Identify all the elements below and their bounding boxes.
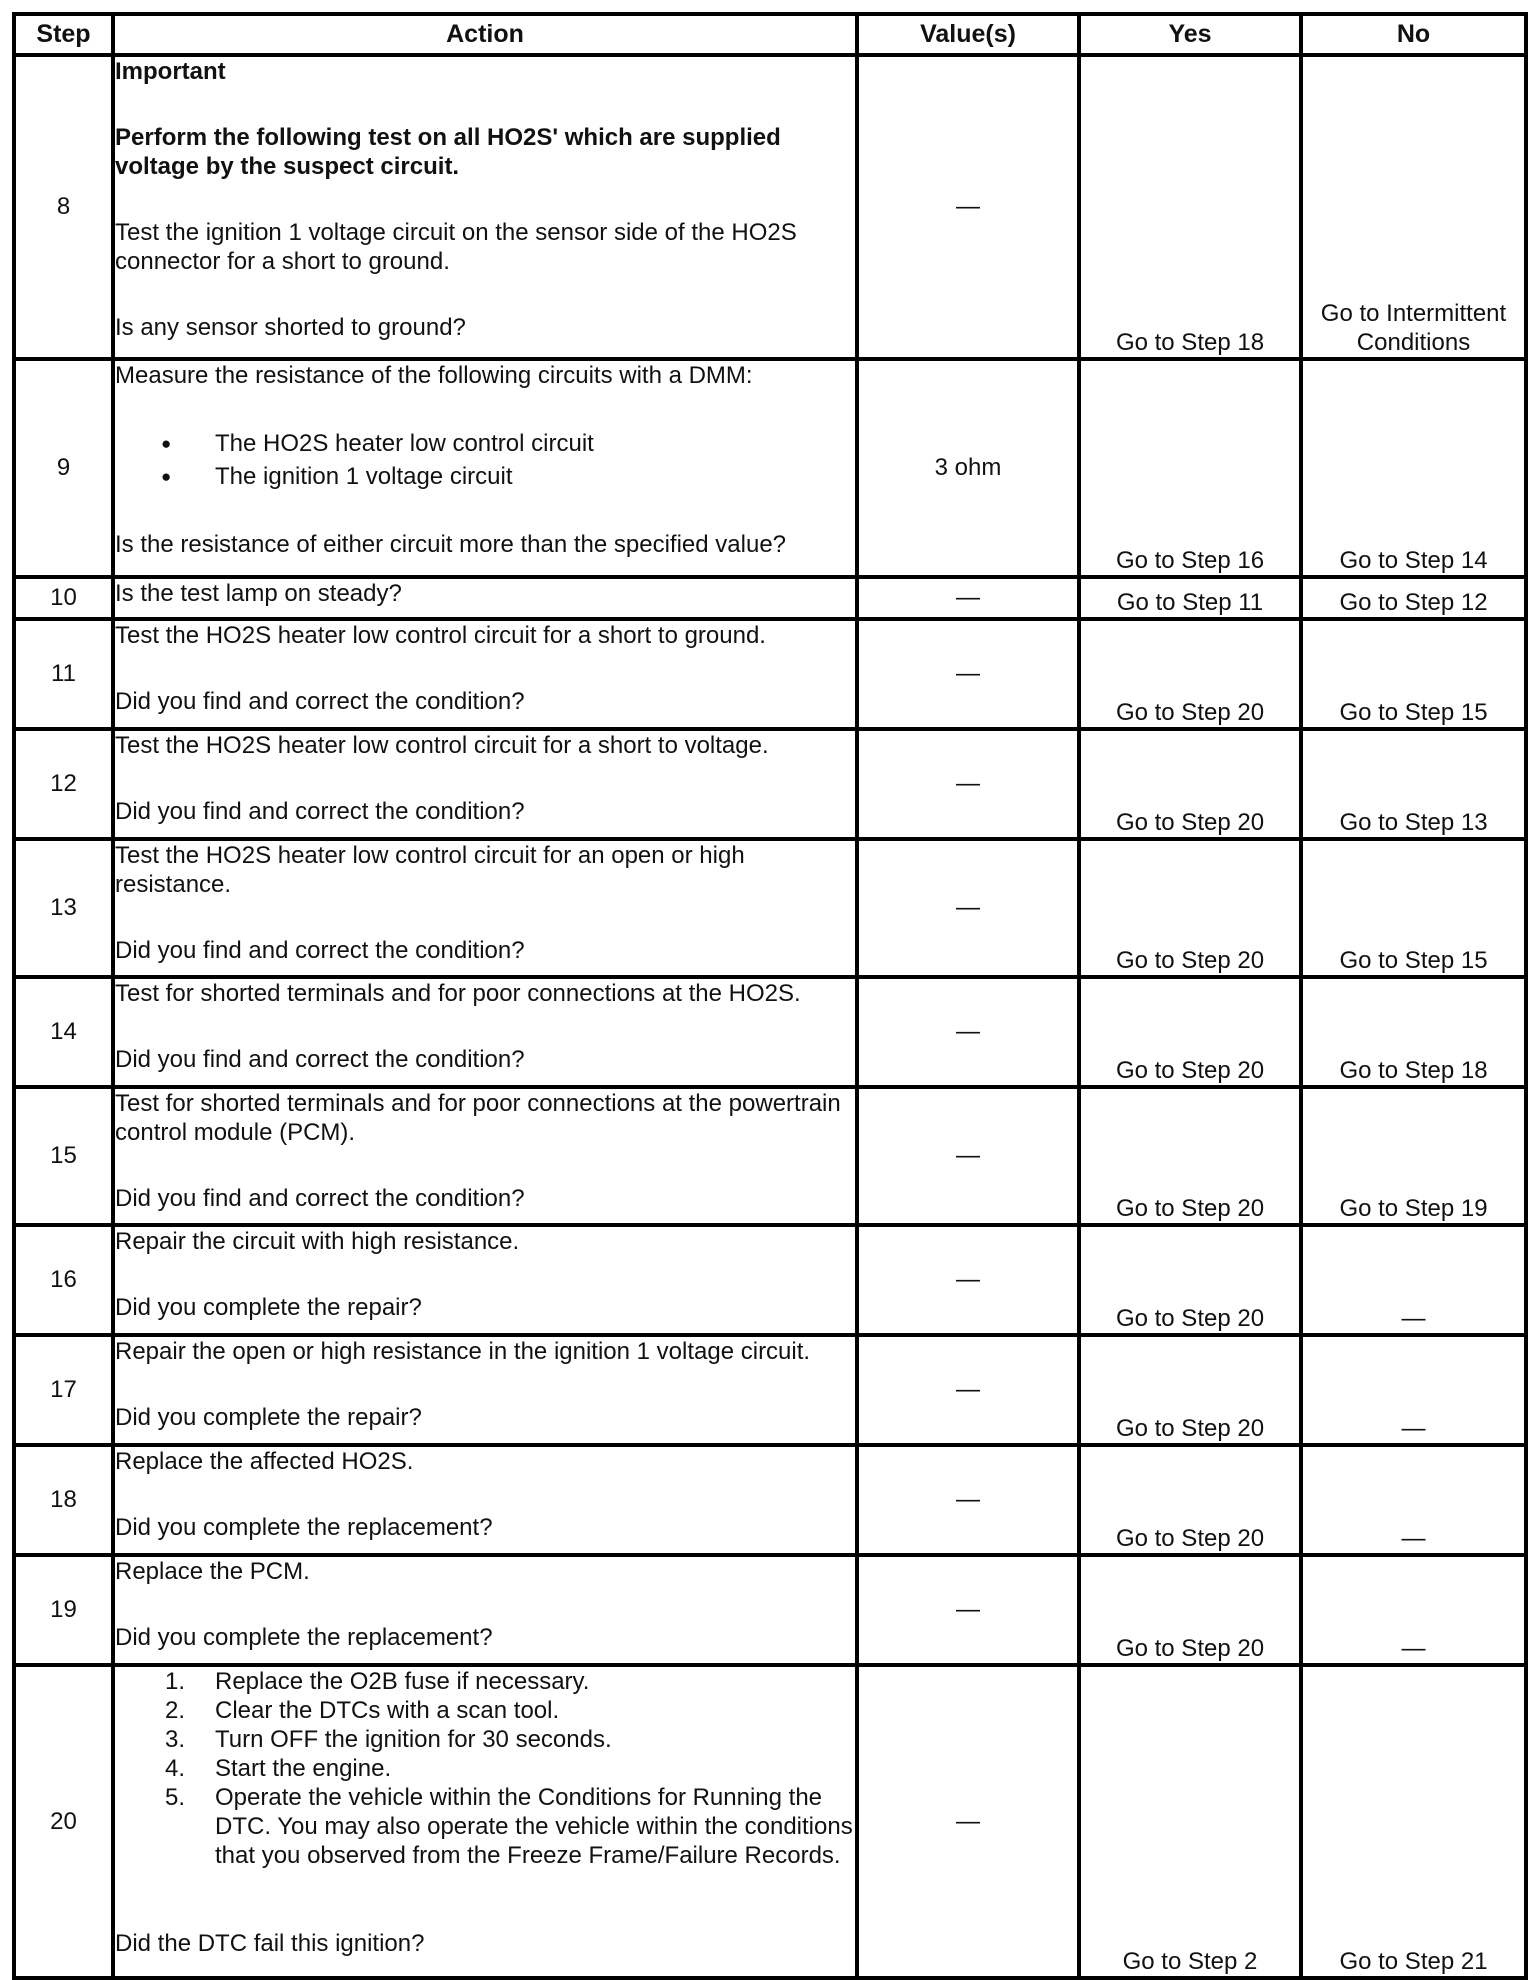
table-row-step-13 <box>14 839 1526 977</box>
yes-cell: Go to Step 18 <box>1079 55 1301 359</box>
list-item <box>165 1725 855 1754</box>
value-cell: — <box>857 729 1079 839</box>
value-cell: — <box>857 1665 1079 1978</box>
step-number: 8 <box>14 55 113 359</box>
value-cell: — <box>857 577 1079 619</box>
value-cell: — <box>857 1087 1079 1225</box>
step-number: 19 <box>14 1555 113 1665</box>
item-number: 2. <box>165 1697 186 1724</box>
header-values: Value(s) <box>857 14 1079 55</box>
action-cell <box>113 1335 857 1445</box>
no-cell: Go to Step 15 <box>1301 839 1526 977</box>
yes-cell: Go to Step 20 <box>1079 1087 1301 1225</box>
action-cell <box>113 619 857 729</box>
yes-cell: Go to Step 20 <box>1079 839 1301 977</box>
action-cell <box>113 1555 857 1665</box>
no-cell: Go to Intermittent Conditions <box>1301 55 1526 359</box>
no-cell: Go to Step 12 <box>1301 577 1526 619</box>
question-text: Is the test lamp on steady? <box>115 580 402 607</box>
item-text: Replace the O2B fuse if necessary. <box>215 1668 590 1695</box>
action-cell <box>113 1225 857 1335</box>
question-text: Did you find and correct the condition? <box>115 798 525 825</box>
step-number: 14 <box>14 977 113 1087</box>
table-row-step-17 <box>14 1335 1526 1445</box>
list-item <box>165 1667 855 1696</box>
table-row-step-8 <box>14 55 1526 359</box>
item-number: 4. <box>165 1755 186 1782</box>
instruction-text: Repair the circuit with high resistance. <box>115 1228 520 1255</box>
table-row-step-18 <box>14 1445 1526 1555</box>
question-text: Is any sensor shorted to ground? <box>115 314 466 341</box>
action-cell <box>113 977 857 1087</box>
step-number: 10 <box>14 577 113 619</box>
no-cell: Go to Step 14 <box>1301 359 1526 577</box>
table-row-step-12 <box>14 729 1526 839</box>
action-cell <box>113 577 857 619</box>
question-text: Did you complete the replacement? <box>115 1514 493 1541</box>
instruction-text: Test the HO2S heater low control circuit for an open or high resistance. <box>115 842 745 898</box>
question-text: Did you find and correct the condition? <box>115 937 525 964</box>
notice-text: Perform the following test on all HO2S' which are supplied voltage by the suspect circuit. <box>115 124 781 180</box>
no-cell: — <box>1301 1335 1526 1445</box>
no-cell: Go to Step 18 <box>1301 977 1526 1087</box>
instruction-text: Test the HO2S heater low control circuit for a short to voltage. <box>115 732 769 759</box>
no-cell: Go to Step 19 <box>1301 1087 1526 1225</box>
action-cell <box>113 55 857 359</box>
instruction-text: Test for shorted terminals and for poor connections at the powertrain control module (PCM). <box>115 1090 841 1146</box>
header-step: Step <box>14 14 113 55</box>
step-number: 16 <box>14 1225 113 1335</box>
step-number: 20 <box>14 1665 113 1978</box>
action-cell <box>113 359 857 577</box>
instruction-text: Repair the open or high resistance in the ignition 1 voltage circuit. <box>115 1338 811 1365</box>
action-cell <box>113 1665 857 1978</box>
diagnostic-table <box>12 12 1528 1980</box>
header-row <box>14 14 1526 55</box>
header-yes: Yes <box>1079 14 1301 55</box>
table-row-step-16 <box>14 1225 1526 1335</box>
yes-cell: Go to Step 11 <box>1079 577 1301 619</box>
step-number: 12 <box>14 729 113 839</box>
item-number: 3. <box>165 1726 186 1753</box>
no-cell: Go to Step 15 <box>1301 619 1526 729</box>
step-number: 18 <box>14 1445 113 1555</box>
header-action: Action <box>113 14 857 55</box>
list-item: ● The ignition 1 voltage circuit <box>161 460 855 493</box>
question-text: Did you find and correct the condition? <box>115 688 525 715</box>
action-cell <box>113 1445 857 1555</box>
yes-cell: Go to Step 16 <box>1079 359 1301 577</box>
value-cell: — <box>857 1445 1079 1555</box>
table-row-step-20 <box>14 1665 1526 1978</box>
value-cell: — <box>857 1335 1079 1445</box>
action-cell <box>113 839 857 977</box>
table-row-step-9 <box>14 359 1526 577</box>
value-cell: — <box>857 1225 1079 1335</box>
procedure-list <box>115 1667 855 1870</box>
yes-cell: Go to Step 20 <box>1079 729 1301 839</box>
no-cell: — <box>1301 1225 1526 1335</box>
instruction-text: Measure the resistance of the following circuits with a DMM: <box>115 362 753 389</box>
item-number: 1. <box>165 1668 186 1695</box>
instruction-text: Replace the PCM. <box>115 1558 310 1585</box>
step-number: 11 <box>14 619 113 729</box>
no-cell: — <box>1301 1445 1526 1555</box>
yes-cell: Go to Step 20 <box>1079 619 1301 729</box>
table-row-step-15 <box>14 1087 1526 1225</box>
no-cell: Go to Step 13 <box>1301 729 1526 839</box>
question-text: Did you find and correct the condition? <box>115 1046 525 1073</box>
step-number: 13 <box>14 839 113 977</box>
table-row-step-11 <box>14 619 1526 729</box>
list-item <box>165 1754 855 1783</box>
question-text: Did you complete the repair? <box>115 1404 422 1431</box>
yes-cell: Go to Step 20 <box>1079 1555 1301 1665</box>
yes-cell: Go to Step 20 <box>1079 1335 1301 1445</box>
item-text: Clear the DTCs with a scan tool. <box>215 1697 560 1724</box>
yes-cell: Go to Step 20 <box>1079 977 1301 1087</box>
value-cell: — <box>857 619 1079 729</box>
item-text: Operate the vehicle within the Conditions for Running the DTC. You may also operate the vehicle within the conditions that you observed from the Freeze Frame/Failure Records. <box>215 1784 853 1869</box>
action-cell <box>113 729 857 839</box>
value-cell: — <box>857 1555 1079 1665</box>
yes-cell: Go to Step 20 <box>1079 1225 1301 1335</box>
value-cell: — <box>857 839 1079 977</box>
yes-cell: Go to Step 2 <box>1079 1665 1301 1978</box>
instruction-text: Test the HO2S heater low control circuit for a short to ground. <box>115 622 766 649</box>
value-cell: — <box>857 977 1079 1087</box>
item-text: Start the engine. <box>215 1755 392 1782</box>
instruction-text: Test for shorted terminals and for poor connections at the HO2S. <box>115 980 801 1007</box>
header-no: No <box>1301 14 1526 55</box>
circuit-list <box>115 427 855 493</box>
question-text: Did you find and correct the condition? <box>115 1185 525 1212</box>
question-text: Did the DTC fail this ignition? <box>115 1930 425 1957</box>
table-row-step-14 <box>14 977 1526 1087</box>
table-row-step-10 <box>14 577 1526 619</box>
list-item <box>165 1696 855 1725</box>
question-text: Is the resistance of either circuit more than the specified value? <box>115 531 787 558</box>
step-number: 9 <box>14 359 113 577</box>
step-number: 15 <box>14 1087 113 1225</box>
value-cell: — <box>857 55 1079 359</box>
instruction-text: Replace the affected HO2S. <box>115 1448 414 1475</box>
action-cell <box>113 1087 857 1225</box>
item-number: 5. <box>165 1784 186 1811</box>
no-cell: Go to Step 21 <box>1301 1665 1526 1978</box>
list-item <box>165 1783 855 1870</box>
instruction-text: Test the ignition 1 voltage circuit on the sensor side of the HO2S connector for a short to ground. <box>115 219 797 275</box>
yes-cell: Go to Step 20 <box>1079 1445 1301 1555</box>
item-text: Turn OFF the ignition for 30 seconds. <box>215 1726 612 1753</box>
question-text: Did you complete the repair? <box>115 1294 422 1321</box>
question-text: Did you complete the replacement? <box>115 1624 493 1651</box>
table-row-step-19 <box>14 1555 1526 1665</box>
step-number: 17 <box>14 1335 113 1445</box>
value-cell: 3 ohm <box>857 359 1079 577</box>
important-label: Important <box>115 58 226 85</box>
no-cell: — <box>1301 1555 1526 1665</box>
list-item: ● The HO2S heater low control circuit <box>161 427 855 460</box>
